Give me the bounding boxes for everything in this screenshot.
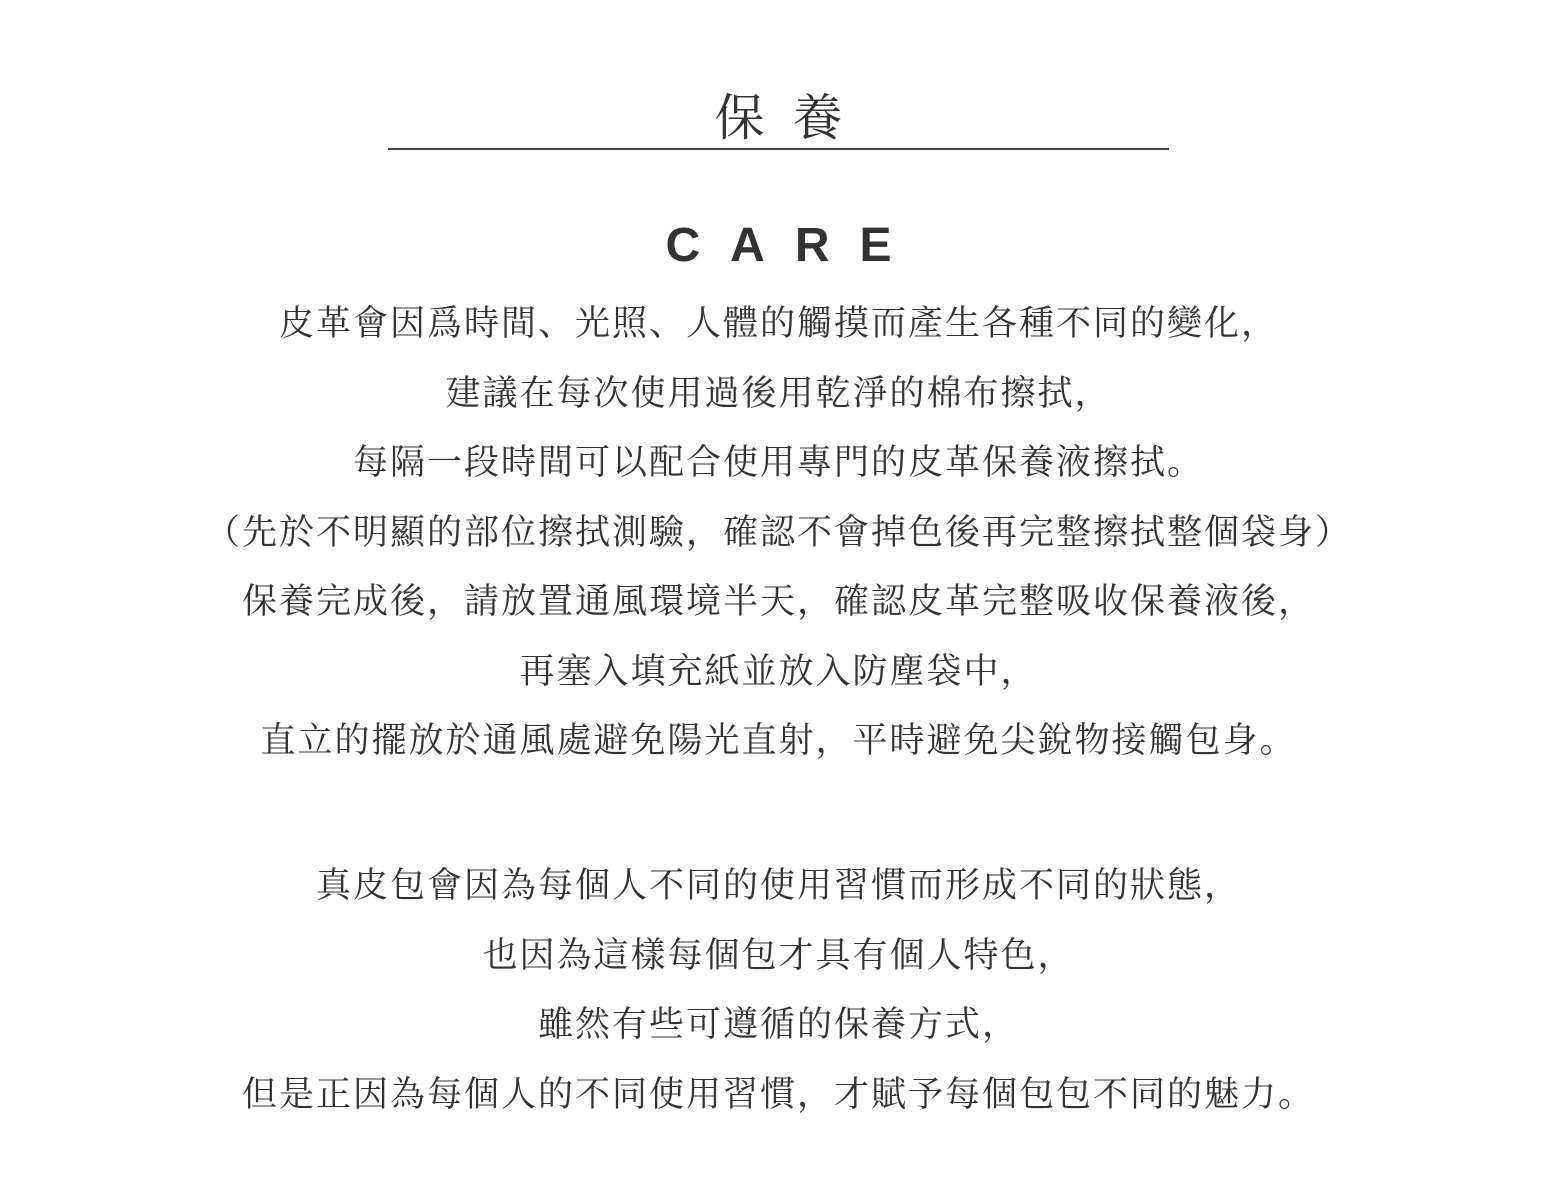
text-line: 皮革會因爲時間、光照、人體的觸摸而產生各種不同的變化， [278,304,1278,344]
text-line: 建議在每次使用過後用乾淨的棉布擦拭， [445,373,1112,414]
care-instructions-paragraph [0,290,1557,777]
text-line: 保養完成後，請放置通風環境半天，確認皮革完整吸收保養液後， [241,582,1315,622]
text-line: 直立的擺放於通風處避免陽光直射，平時避免尖銳物接觸包身。 [260,721,1297,761]
text-line: 每隔一段時間可以配合使用專門的皮革保養液擦拭。 [352,443,1204,483]
text-line: 但是正因為每個人的不同使用習慣，才賦予每個包包不同的魅力。 [241,1074,1315,1115]
text-line: 真皮包會因為每個人不同的使用習慣而形成不同的狀態， [315,866,1241,906]
text-line: 再塞入填充紙並放入防塵袋中， [519,651,1038,692]
title-divider [388,148,1169,150]
text-line: 也因為這樣每個包才具有個人特色， [482,935,1075,976]
page-subtitle: CARE [665,218,922,272]
text-line: （先於不明顯的部位擦拭測驗，確認不會掉色後再完整擦拭整個袋身） [204,512,1352,553]
leather-character-paragraph [0,852,1557,1130]
text-line: 雖然有些可遵循的保養方式， [537,1005,1019,1045]
page-title: 保養 [714,88,871,147]
